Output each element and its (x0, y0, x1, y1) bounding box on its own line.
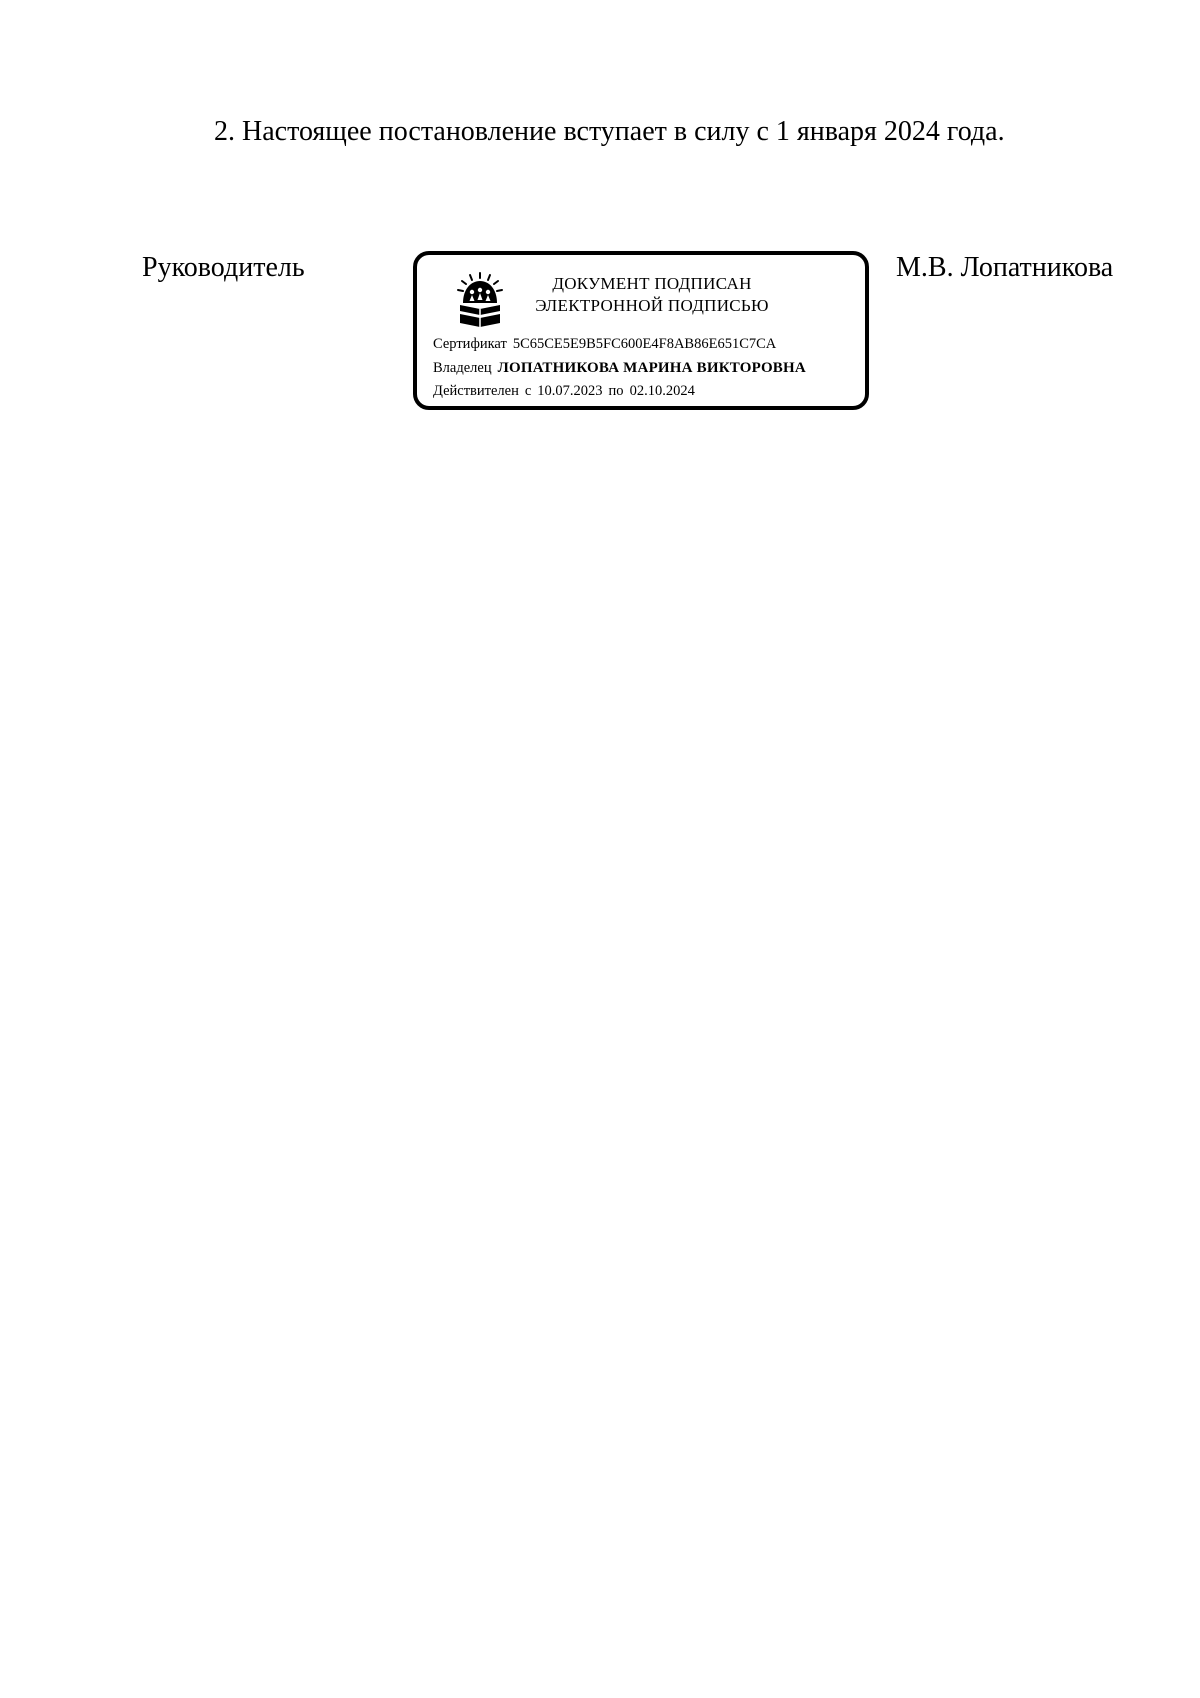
stamp-heading-line-2: ЭЛЕКТРОННОЙ ПОДПИСЬЮ (535, 296, 769, 315)
validity-row (433, 382, 695, 400)
owner-value: ЛОПАТНИКОВА МАРИНА ВИКТОРОВНА (497, 360, 806, 376)
owner-row (433, 359, 806, 377)
stamp-heading (517, 273, 787, 317)
valid-to-date: 02.10.2024 (629, 383, 695, 399)
valid-label: Действителен (433, 383, 519, 399)
certificate-row (433, 335, 776, 353)
valid-to-label: по (608, 383, 624, 399)
valid-from-label: с (524, 383, 532, 399)
valid-from-date: 10.07.2023 (537, 383, 603, 399)
certificate-value: 5C65CE5E9B5FC600E4F8AB86E651C7CA (512, 336, 777, 352)
effective-date-paragraph: 2. Настоящее постановление вступает в силу с 1 января 2024 года. (214, 116, 1005, 147)
certificate-label: Сертификат (433, 336, 507, 352)
signer-position: Руководитель (142, 252, 305, 283)
owner-label: Владелец (433, 360, 492, 376)
coat-of-arms-icon (455, 271, 505, 327)
electronic-signature-stamp (413, 251, 869, 410)
stamp-heading-line-1: ДОКУМЕНТ ПОДПИСАН (552, 274, 752, 293)
signer-name: М.В. Лопатникова (896, 252, 1114, 283)
